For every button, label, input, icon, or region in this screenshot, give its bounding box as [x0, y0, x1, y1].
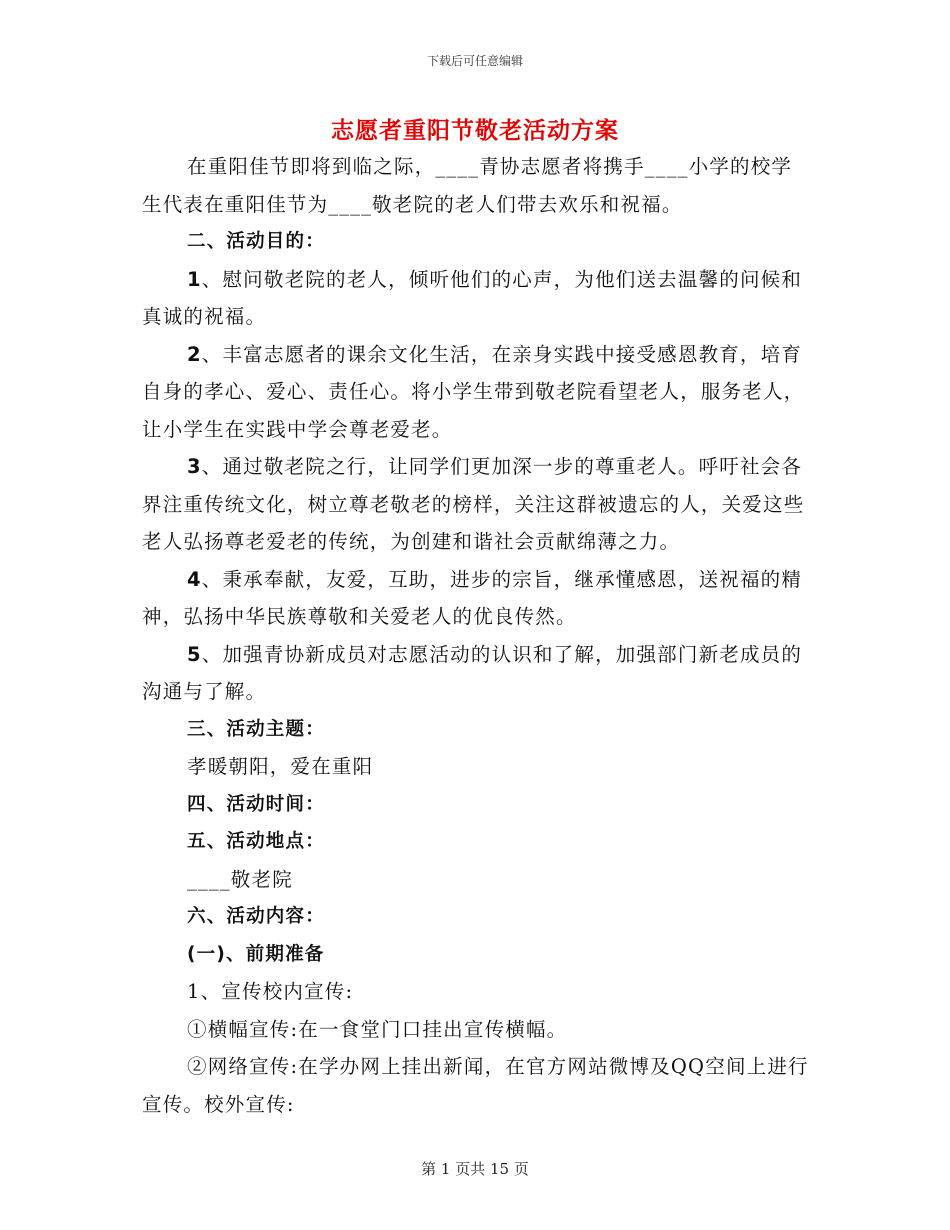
prep-item-1: 1、宣传校内宣传: [187, 980, 354, 1003]
prep-item-1a: ①横幅宣传:在一食堂门口挂出宣传横幅。 [187, 1017, 568, 1041]
item-number: 3 [187, 455, 202, 478]
section-heading-time: 四、活动时间： [187, 793, 325, 815]
document-body [142, 148, 810, 1123]
item-text: 、秉承奉献，友爱，互助，进步的宗旨，继承懂感恩，送祝福的精神，弘扬中华民族尊敬和关爱老人的优良传然。 [142, 567, 803, 628]
section-heading-content: 六、活动内容： [187, 906, 325, 927]
purpose-item-5 [142, 636, 810, 711]
section-heading-theme: 三、活动主题： [187, 718, 325, 740]
section-heading-location: 五、活动地点： [187, 831, 325, 852]
item-number: 5 [187, 642, 202, 666]
subsection-heading-preparation: (一)、前期准备 [187, 943, 325, 965]
item-text: 、加强青协新成员对志愿活动的认识和了解，加强部门新老成员的沟通与了解。 [142, 642, 803, 703]
document-title: 志愿者重阳节敬老活动方案 [331, 118, 619, 144]
item-text: 、丰富志愿者的课余文化生活，在亲身实践中接受感恩教育，培育自身的孝心、爱心、责任心。将小学生带到敬老院看望老人，服务老人，让小学生在实践中学会尊老爱老。 [142, 342, 805, 441]
item-text: 、通过敬老院之行，让同学们更加深一步的尊重老人。呼吁社会各界注重传统文化，树立尊老敬老的榜样，关注这群被遗忘的人，关爱这些老人弘扬尊老爱老的传统，为创建和谐社会贡献绵薄之力。 [142, 455, 805, 553]
item-number: 4 [187, 567, 202, 591]
intro-paragraph: 在重阳佳节即将到临之际，____青协志愿者将携手____小学的校学生代表在重阳佳节为____敬老院的老人们带去欢乐和祝福。 [142, 155, 793, 216]
page-footer: 第 1 页共 15 页 [421, 1160, 529, 1178]
section-heading-purpose: 二、活动目的： [187, 231, 325, 252]
location-text: ____敬老院 [187, 867, 293, 891]
prep-item-1b: ②网络宣传:在学办网上挂出新闻，在官方网站微博及QQ空间上进行宣传。校外宣传: [142, 1055, 809, 1116]
item-text: 、慰问敬老院的老人，倾听他们的心声，为他们送去温馨的问候和真诚的祝福。 [142, 267, 803, 328]
purpose-item-1 [142, 261, 810, 336]
theme-text: 孝暖朝阳，爱在重阳 [187, 755, 374, 778]
purpose-item-3 [142, 448, 810, 561]
item-number: 2 [187, 342, 202, 366]
purpose-item-4 [142, 561, 810, 636]
page-header: 下载后可任意编辑 [426, 54, 523, 68]
item-number: 1 [187, 267, 202, 291]
purpose-item-2 [142, 336, 810, 449]
